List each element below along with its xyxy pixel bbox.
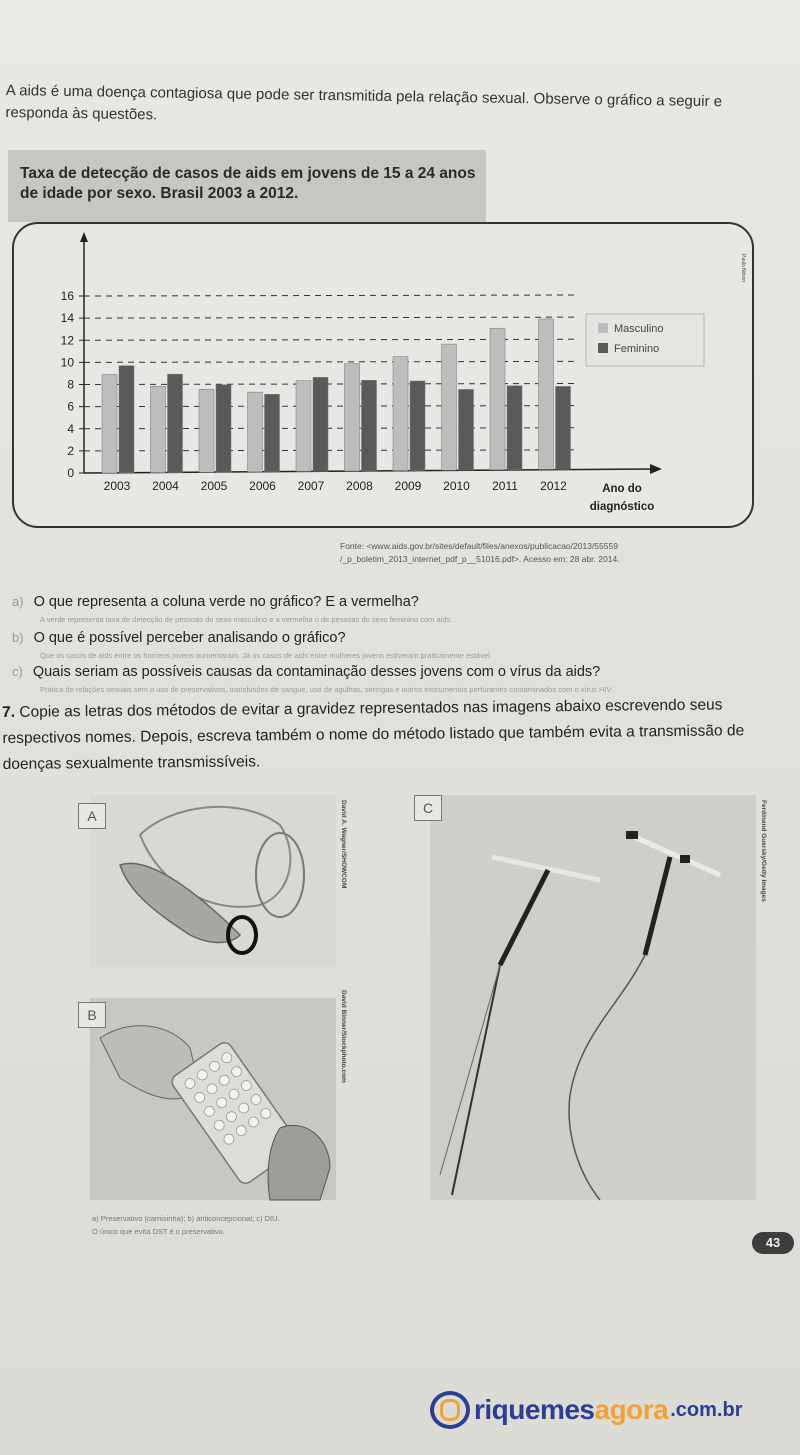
bar-masculino-2004 [151, 386, 166, 472]
bar-masculino-2006 [248, 392, 263, 472]
bar-chart [14, 224, 754, 526]
source-line-2: /_p_boletim_2013_internet_pdf_p__51016.pdf>. Acesso em: 28 abr. 2014. [340, 554, 620, 564]
bar-masculino-2010 [442, 344, 457, 470]
watermark-text-1: riquemes [474, 1394, 595, 1425]
bar-masculino-2011 [490, 328, 505, 470]
legend-label-masculino: Masculino [614, 323, 664, 335]
bar-feminino-2005 [216, 385, 231, 472]
x-axis-label-line-2: diagnóstico [589, 501, 655, 513]
bar-masculino-2005 [199, 389, 214, 472]
photo-a-label: A [78, 803, 106, 829]
bar-feminino-2003 [119, 366, 134, 473]
bar-masculino-2009 [393, 357, 408, 471]
bar-feminino-2012 [556, 386, 571, 469]
page-number: 43 [752, 1232, 794, 1254]
photo-c-label: C [414, 795, 442, 821]
x-tick-label: 2008 [346, 479, 373, 493]
y-axis-arrow [80, 232, 88, 242]
bar-feminino-2007 [313, 377, 328, 471]
question-a-letter: a) [12, 594, 24, 609]
question-c [12, 664, 600, 680]
bar-feminino-2011 [507, 386, 522, 470]
photo-c-credit: Ferdinand Guersky/Getty Images [760, 800, 767, 902]
question-a [12, 594, 419, 610]
chart-title: Taxa de detecção de casos de aids em jovens de 15 a 24 anos de idade por sexo. Brasil 2003 a 2012. [8, 150, 486, 222]
question-7-text: Copie as letras dos métodos de evitar a gravidez representados nas imagens abaixo escrevendo seus respectivos nomes. Depois, escreva também o nome do método listado que também evita a transmissão de doenças sexualmente transmissíveis. [2, 696, 745, 773]
x-tick-label: 2003 [103, 479, 131, 493]
bar-masculino-2007 [296, 381, 311, 472]
bar-feminino-2009 [410, 381, 425, 471]
pill-pack-illustration [90, 998, 336, 1200]
chart-source [340, 540, 740, 566]
answer-a: A verde representa taxa de detecção de pessoas do sexo masculino e a vermelha o de pessoas do sexo feminino com aids. [40, 615, 453, 624]
bar-feminino-2008 [362, 380, 377, 471]
condom-illustration [90, 795, 336, 967]
y-tick-label: 0 [67, 466, 74, 480]
x-tick-label: 2005 [200, 479, 228, 493]
watermark-text-3: .com.br [670, 1398, 743, 1421]
x-tick-label: 2012 [540, 479, 567, 493]
photo-c-iud [422, 795, 756, 1200]
photo-b-pills [87, 998, 336, 1200]
x-axis-label-line-1: Ano do [602, 483, 642, 495]
photo-a-credit: David A. Wagner/SHOWCOM [340, 800, 347, 889]
grid-line [84, 317, 574, 318]
answer-7 [92, 1212, 280, 1238]
y-tick-label: 6 [67, 399, 74, 414]
watermark-text-2: agora [594, 1394, 669, 1425]
y-tick-label: 12 [60, 333, 74, 348]
question-7-number: 7. [2, 703, 16, 721]
grid-line [84, 295, 574, 296]
answer-7-line-1: a) Preservativo (camisinha); b) anticoncepcional; c) DIU. [92, 1214, 280, 1223]
bar-feminino-2010 [459, 389, 474, 470]
legend-box [586, 314, 704, 366]
photo-b-credit: David Binner/Stockphoto.com [340, 990, 347, 1083]
photo-a-condoms [87, 795, 336, 967]
iud-illustration [430, 795, 756, 1200]
bar-masculino-2008 [345, 364, 360, 471]
question-c-letter: c) [12, 664, 23, 679]
question-b [12, 630, 346, 646]
question-c-text: Quais seriam as possíveis causas da contaminação desses jovens com o vírus da aids? [32, 664, 601, 680]
bar-feminino-2004 [168, 374, 183, 472]
x-axis-arrow [650, 464, 662, 474]
intro-text: A aids é uma doença contagiosa que pode ser transmitida pela relação sexual. Observe o gráfico a seguir e responda às questões. [5, 81, 723, 124]
watermark-logo [430, 1390, 743, 1430]
x-tick-label: 2007 [297, 479, 325, 493]
source-line-1: Fonte: <www.aids.gov.br/sites/default/files/anexos/publicacao/2013/55559 [340, 541, 618, 551]
question-7 [2, 692, 783, 778]
x-tick-label: 2009 [394, 479, 422, 493]
x-tick-label: 2006 [249, 479, 276, 493]
answer-7-line-2: O único que evita DST é o preservativo. [92, 1227, 225, 1236]
bar-feminino-2006 [265, 394, 280, 471]
y-tick-label: 8 [67, 377, 74, 392]
legend-swatch-feminino [598, 343, 608, 353]
question-b-text: O que é possível perceber analisando o gráfico? [33, 630, 346, 646]
y-tick-label: 4 [67, 421, 74, 436]
y-tick-label: 2 [67, 443, 74, 458]
question-b-letter: b) [12, 630, 24, 645]
chart-credit: Paulo Nilson [740, 254, 746, 283]
legend-label-feminino: Feminino [614, 343, 660, 355]
bar-masculino-2012 [539, 319, 554, 469]
bar-masculino-2003 [102, 375, 117, 473]
answer-c: Prática de relações sexuais sem o uso de preservativos, transfusões de sangue, uso de agulhas, seringas e outros instrumentos perfurantes contaminados com o vírus HIV. [40, 685, 613, 694]
y-tick-label: 10 [60, 355, 74, 370]
y-tick-label: 16 [60, 289, 74, 303]
answer-b: Que os casos de aids entre os homens jovens aumentaram. Já os casos de aids entre mulheres jovens estiveram praticamente estável. [40, 651, 492, 660]
x-tick-label: 2011 [492, 479, 518, 493]
x-tick-label: 2004 [152, 479, 179, 493]
x-tick-label: 2010 [443, 479, 470, 493]
y-tick-label: 14 [60, 311, 74, 326]
question-a-text: O que representa a coluna verde no gráfico? E a vermelha? [33, 594, 419, 610]
watermark-logo-icon [430, 1391, 470, 1429]
legend-swatch-masculino [598, 323, 608, 333]
photo-b-label: B [78, 1002, 106, 1028]
